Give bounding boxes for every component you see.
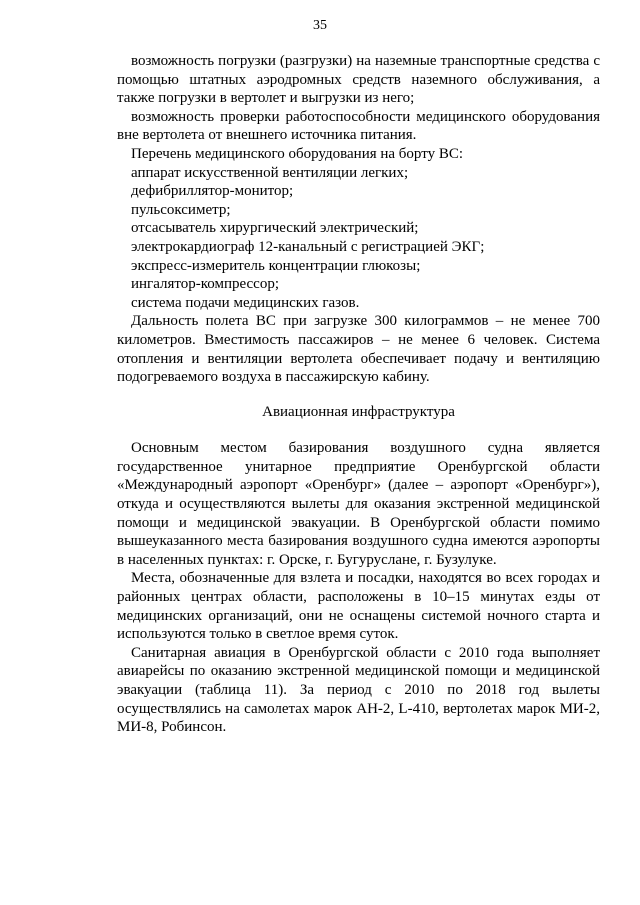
equipment-item: дефибриллятор-монитор; [131, 183, 294, 200]
paragraph-air-ambulance-history: Санитарная авиация в Оренбургской области с 2010 года выполняет авиарейсы по оказанию экстренной медицинской помощи и медицинской эвакуации (таблица 11). За период с 2010 по 2018 год вылеты осуществлялись на самолетах марок АН-2, L-410, вертолетах марок МИ-2, МИ-8, Робинсон. [117, 644, 600, 736]
equipment-item: система подачи медицинских газов. [131, 294, 360, 311]
paragraph-flight-range: Дальность полета ВС при загрузке 300 килограммов – не менее 700 километров. Вместимость пассажиров – не менее 6 человек. Система отопления и вентиляции вертолета обеспечивает подачу и вентиляцию подогреваемого воздуха в пассажирскую кабину. [117, 313, 600, 386]
document-body [117, 52, 600, 737]
equipment-item: аппарат искусственной вентиляции легких; [131, 164, 409, 181]
paragraph-landing-sites: Места, обозначенные для взлета и посадки, находятся во всех городах и районных центрах области, расположены в 10–15 минутах езды от медицинских организаций, они не оснащены системой ночного старта и используются только в светлое время суток. [117, 570, 600, 643]
paragraph-loading-capability: возможность погрузки (разгрузки) на наземные транспортные средства с помощью штатных аэродромных средств наземного обслуживания, а также погрузки в вертолет и выгрузки из него; [117, 53, 600, 107]
paragraph-equipment-check: возможность проверки работоспособности медицинского оборудования вне вертолета от внешнего источника питания. [117, 108, 600, 144]
equipment-item: пульсоксиметр; [131, 201, 231, 218]
equipment-item: электрокардиограф 12-канальный с регистрацией ЭКГ; [131, 238, 485, 255]
equipment-list [117, 164, 600, 313]
equipment-item: отсасыватель хирургический электрический; [131, 220, 419, 237]
equipment-item: экспресс-измеритель концентрации глюкозы; [131, 257, 421, 274]
equipment-list-title: Перечень медицинского оборудования на борту ВС: [131, 145, 464, 162]
page-number: 35 [313, 18, 327, 33]
paragraph-base-location: Основным местом базирования воздушного судна является государственное унитарное предприятие Оренбургской области «Международный аэропорт «Оренбург» (далее – аэропорт «Оренбург»), откуда и осуществляются вылеты для оказания экстренной медицинской помощи и медицинской эвакуации. В Оренбургской области помимо вышеуказанного места базирования воздушного судна имеются аэропорты в населенных пунктах: г. Орске, г. Бугуруслане, г. Бузулуке. [117, 440, 600, 568]
equipment-item: ингалятор-компрессор; [131, 276, 280, 293]
section-heading: Авиационная инфраструктура [262, 403, 455, 420]
